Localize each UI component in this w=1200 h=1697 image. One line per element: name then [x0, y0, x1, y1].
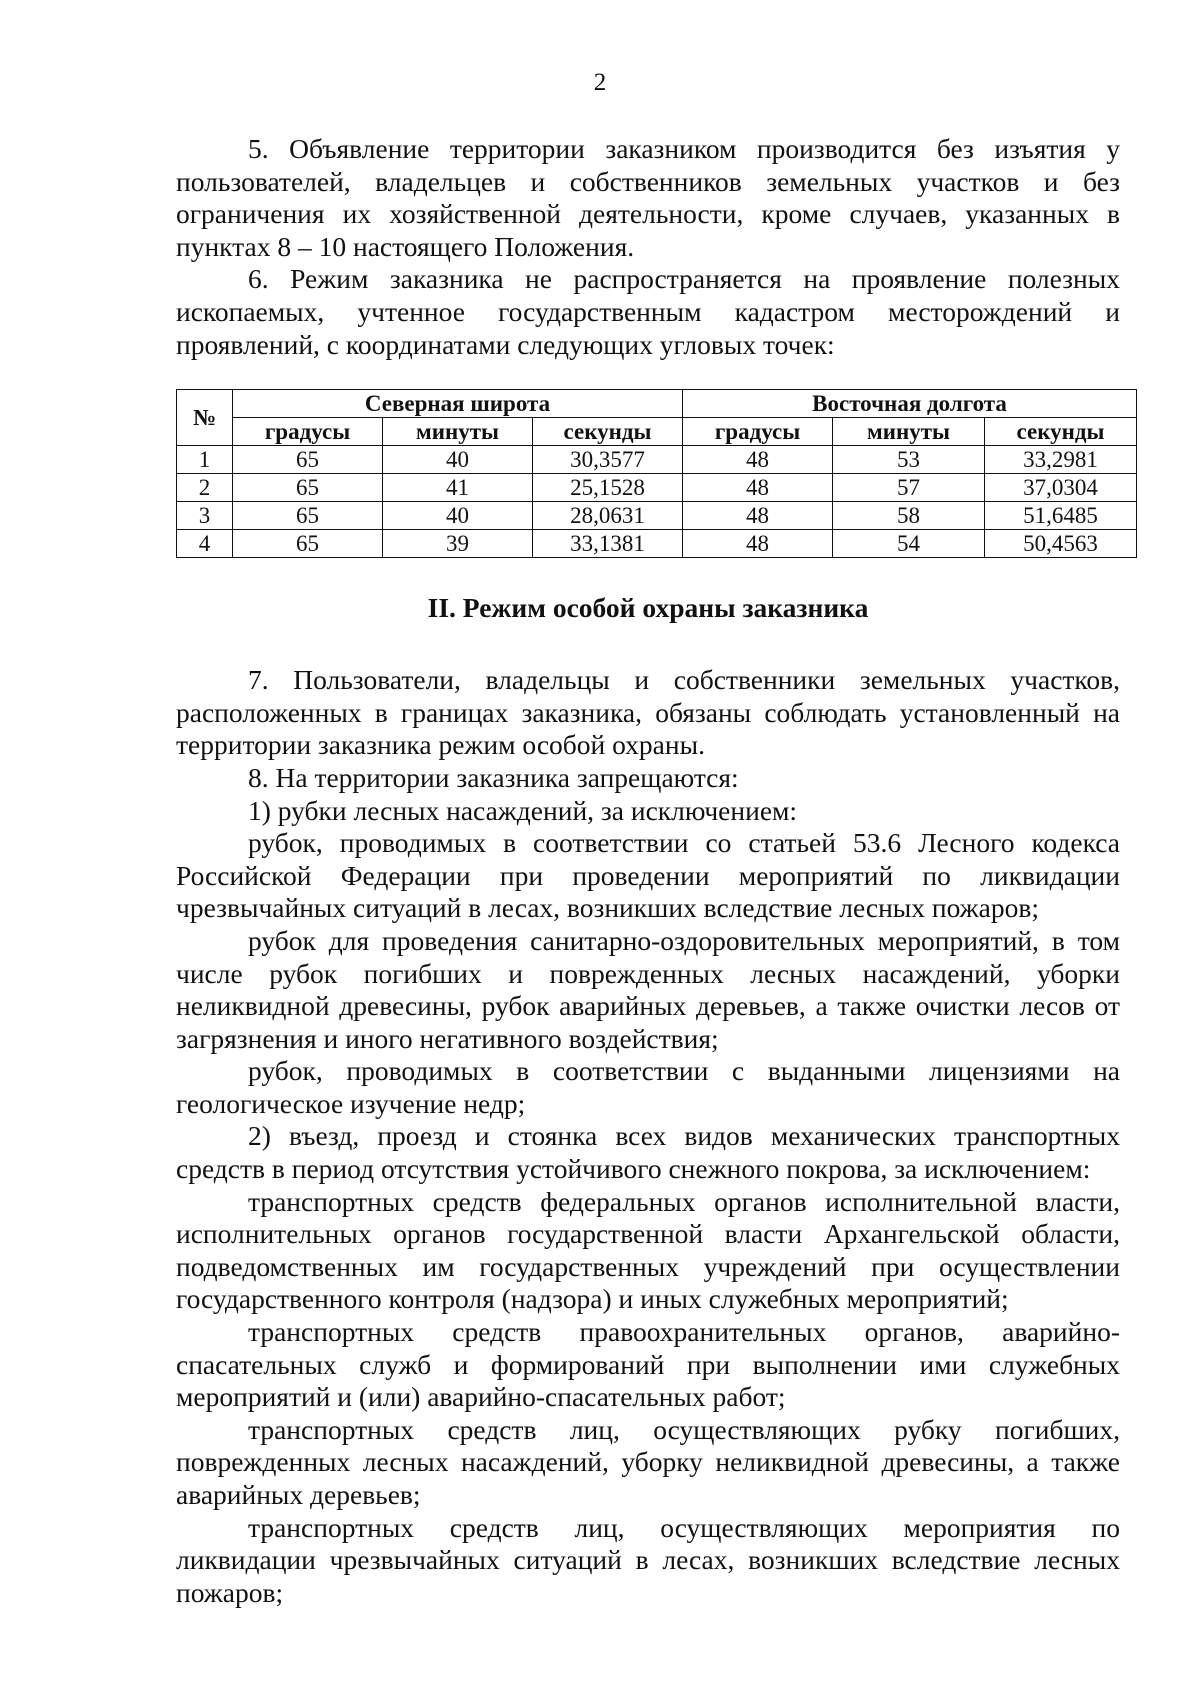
- table-cell: 65: [233, 530, 383, 558]
- table-subheader-row: [177, 418, 1137, 446]
- table-cell: 53: [833, 446, 985, 474]
- table-cell: 65: [233, 446, 383, 474]
- table-cell: 40: [383, 446, 533, 474]
- subheader-lon-minutes: минуты: [833, 418, 985, 446]
- table-cell: 48: [683, 502, 833, 530]
- table-cell: 65: [233, 502, 383, 530]
- table-cell: 1: [177, 446, 233, 474]
- paragraph-8-item-1: 1) рубки лесных насаждений, за исключением:: [248, 794, 798, 826]
- table-cell: 4: [177, 530, 233, 558]
- table-row: [177, 474, 1137, 502]
- table-cell: 30,3577: [533, 446, 683, 474]
- paragraph-5: 5. Объявление территории заказником производится без изъятия у пользователей, владельцев и собственников земельных участков и без ограничения их хозяйственной деятельности, кроме случаев, указанных в пунктах 8 – 10 настоящего Положения.: [176, 133, 1120, 262]
- table-cell: 48: [683, 446, 833, 474]
- paragraph-8-item-2-exception-c: транспортных средств лиц, осуществляющих рубку погибших, поврежденных лесных насаждений, уборку неликвидной древесины, а также аварийных деревьев;: [176, 1413, 1120, 1510]
- paragraph-8-item-2-exception-d: транспортных средств лиц, осуществляющих мероприятия по ликвидации чрезвычайных ситуаций в лесах, возникших вследствие лесных пожаров;: [176, 1511, 1120, 1608]
- table-cell: 41: [383, 474, 533, 502]
- table-cell: 51,6485: [985, 502, 1137, 530]
- paragraph-8-item-1-exception-c: рубок, проводимых в соответствии с выданными лицензиями на геологическое изучение недр;: [176, 1055, 1120, 1119]
- paragraph-8-item-2-exception-a: транспортных средств федеральных органов исполнительной власти, исполнительных органов государственной власти Архангельской области, подведомственных им государственных учреждений при осуществлении государственного контроля (надзора) и иных служебных мероприятий;: [176, 1185, 1120, 1315]
- document-body: [176, 133, 1120, 1609]
- table-cell: 2: [177, 474, 233, 502]
- section-heading: II. Режим особой охраны заказника: [427, 592, 869, 624]
- paragraph-8-item-2-exception-b: транспортных средств правоохранительных органов, аварийно-спасательных служб и формирований при выполнении ими служебных мероприятий и (или) аварийно-спасательных работ;: [176, 1316, 1120, 1413]
- table-row: [177, 530, 1137, 558]
- table-cell: 33,1381: [533, 530, 683, 558]
- paragraph-8-item-1-exception-b: рубок для проведения санитарно-оздоровительных мероприятий, в том числе рубок погибших и поврежденных лесных насаждений, уборки неликвидной древесины, рубок аварийных деревьев, а также очистки лесов от загрязнения и иного негативного воздействия;: [176, 924, 1120, 1054]
- header-east-longitude: Восточная долгота: [683, 390, 1137, 418]
- table-cell: 48: [683, 530, 833, 558]
- header-north-latitude: Северная широта: [233, 390, 683, 418]
- table-cell: 25,1528: [533, 474, 683, 502]
- table-cell: 40: [383, 502, 533, 530]
- table-cell: 48: [683, 474, 833, 502]
- table-cell: 3: [177, 502, 233, 530]
- header-number: №: [177, 390, 233, 446]
- paragraph-7: 7. Пользователи, владельцы и собственники земельных участков, расположенных в границах заказника, обязаны соблюдать установленный на территории заказника режим особой охраны.: [176, 664, 1120, 761]
- paragraph-8-item-1-exception-a: рубок, проводимых в соответствии со статьей 53.6 Лесного кодекса Российской Федерации при проведении мероприятий по ликвидации чрезвычайных ситуаций в лесах, возникших вследствие лесных пожаров;: [176, 827, 1120, 924]
- table-cell: 57: [833, 474, 985, 502]
- paragraph-6: 6. Режим заказника не распространяется на проявление полезных ископаемых, учтенное государственным кадастром месторождений и проявлений, с координатами следующих угловых точек:: [176, 263, 1120, 360]
- subheader-lon-seconds: секунды: [985, 418, 1137, 446]
- table-cell: 50,4563: [985, 530, 1137, 558]
- paragraph-8: 8. На территории заказника запрещаются:: [248, 761, 739, 793]
- table-row: [177, 502, 1137, 530]
- table-cell: 33,2981: [985, 446, 1137, 474]
- table-cell: 65: [233, 474, 383, 502]
- subheader-lat-minutes: минуты: [383, 418, 533, 446]
- table-row: [177, 446, 1137, 474]
- table-cell: 58: [833, 502, 985, 530]
- paragraph-8-item-2: 2) въезд, проезд и стоянка всех видов механических транспортных средств в период отсутствия устойчивого снежного покрова, за исключением:: [176, 1120, 1120, 1185]
- subheader-lon-degrees: градусы: [683, 418, 833, 446]
- table-cell: 39: [383, 530, 533, 558]
- subheader-lat-seconds: секунды: [533, 418, 683, 446]
- page-number: 2: [593, 69, 607, 96]
- table-cell: 37,0304: [985, 474, 1137, 502]
- spacer: [176, 361, 1120, 389]
- table-cell: 54: [833, 530, 985, 558]
- coordinates-table: [176, 389, 1137, 558]
- table-header-row: [177, 390, 1137, 418]
- subheader-lat-degrees: градусы: [233, 418, 383, 446]
- table-cell: 28,0631: [533, 502, 683, 530]
